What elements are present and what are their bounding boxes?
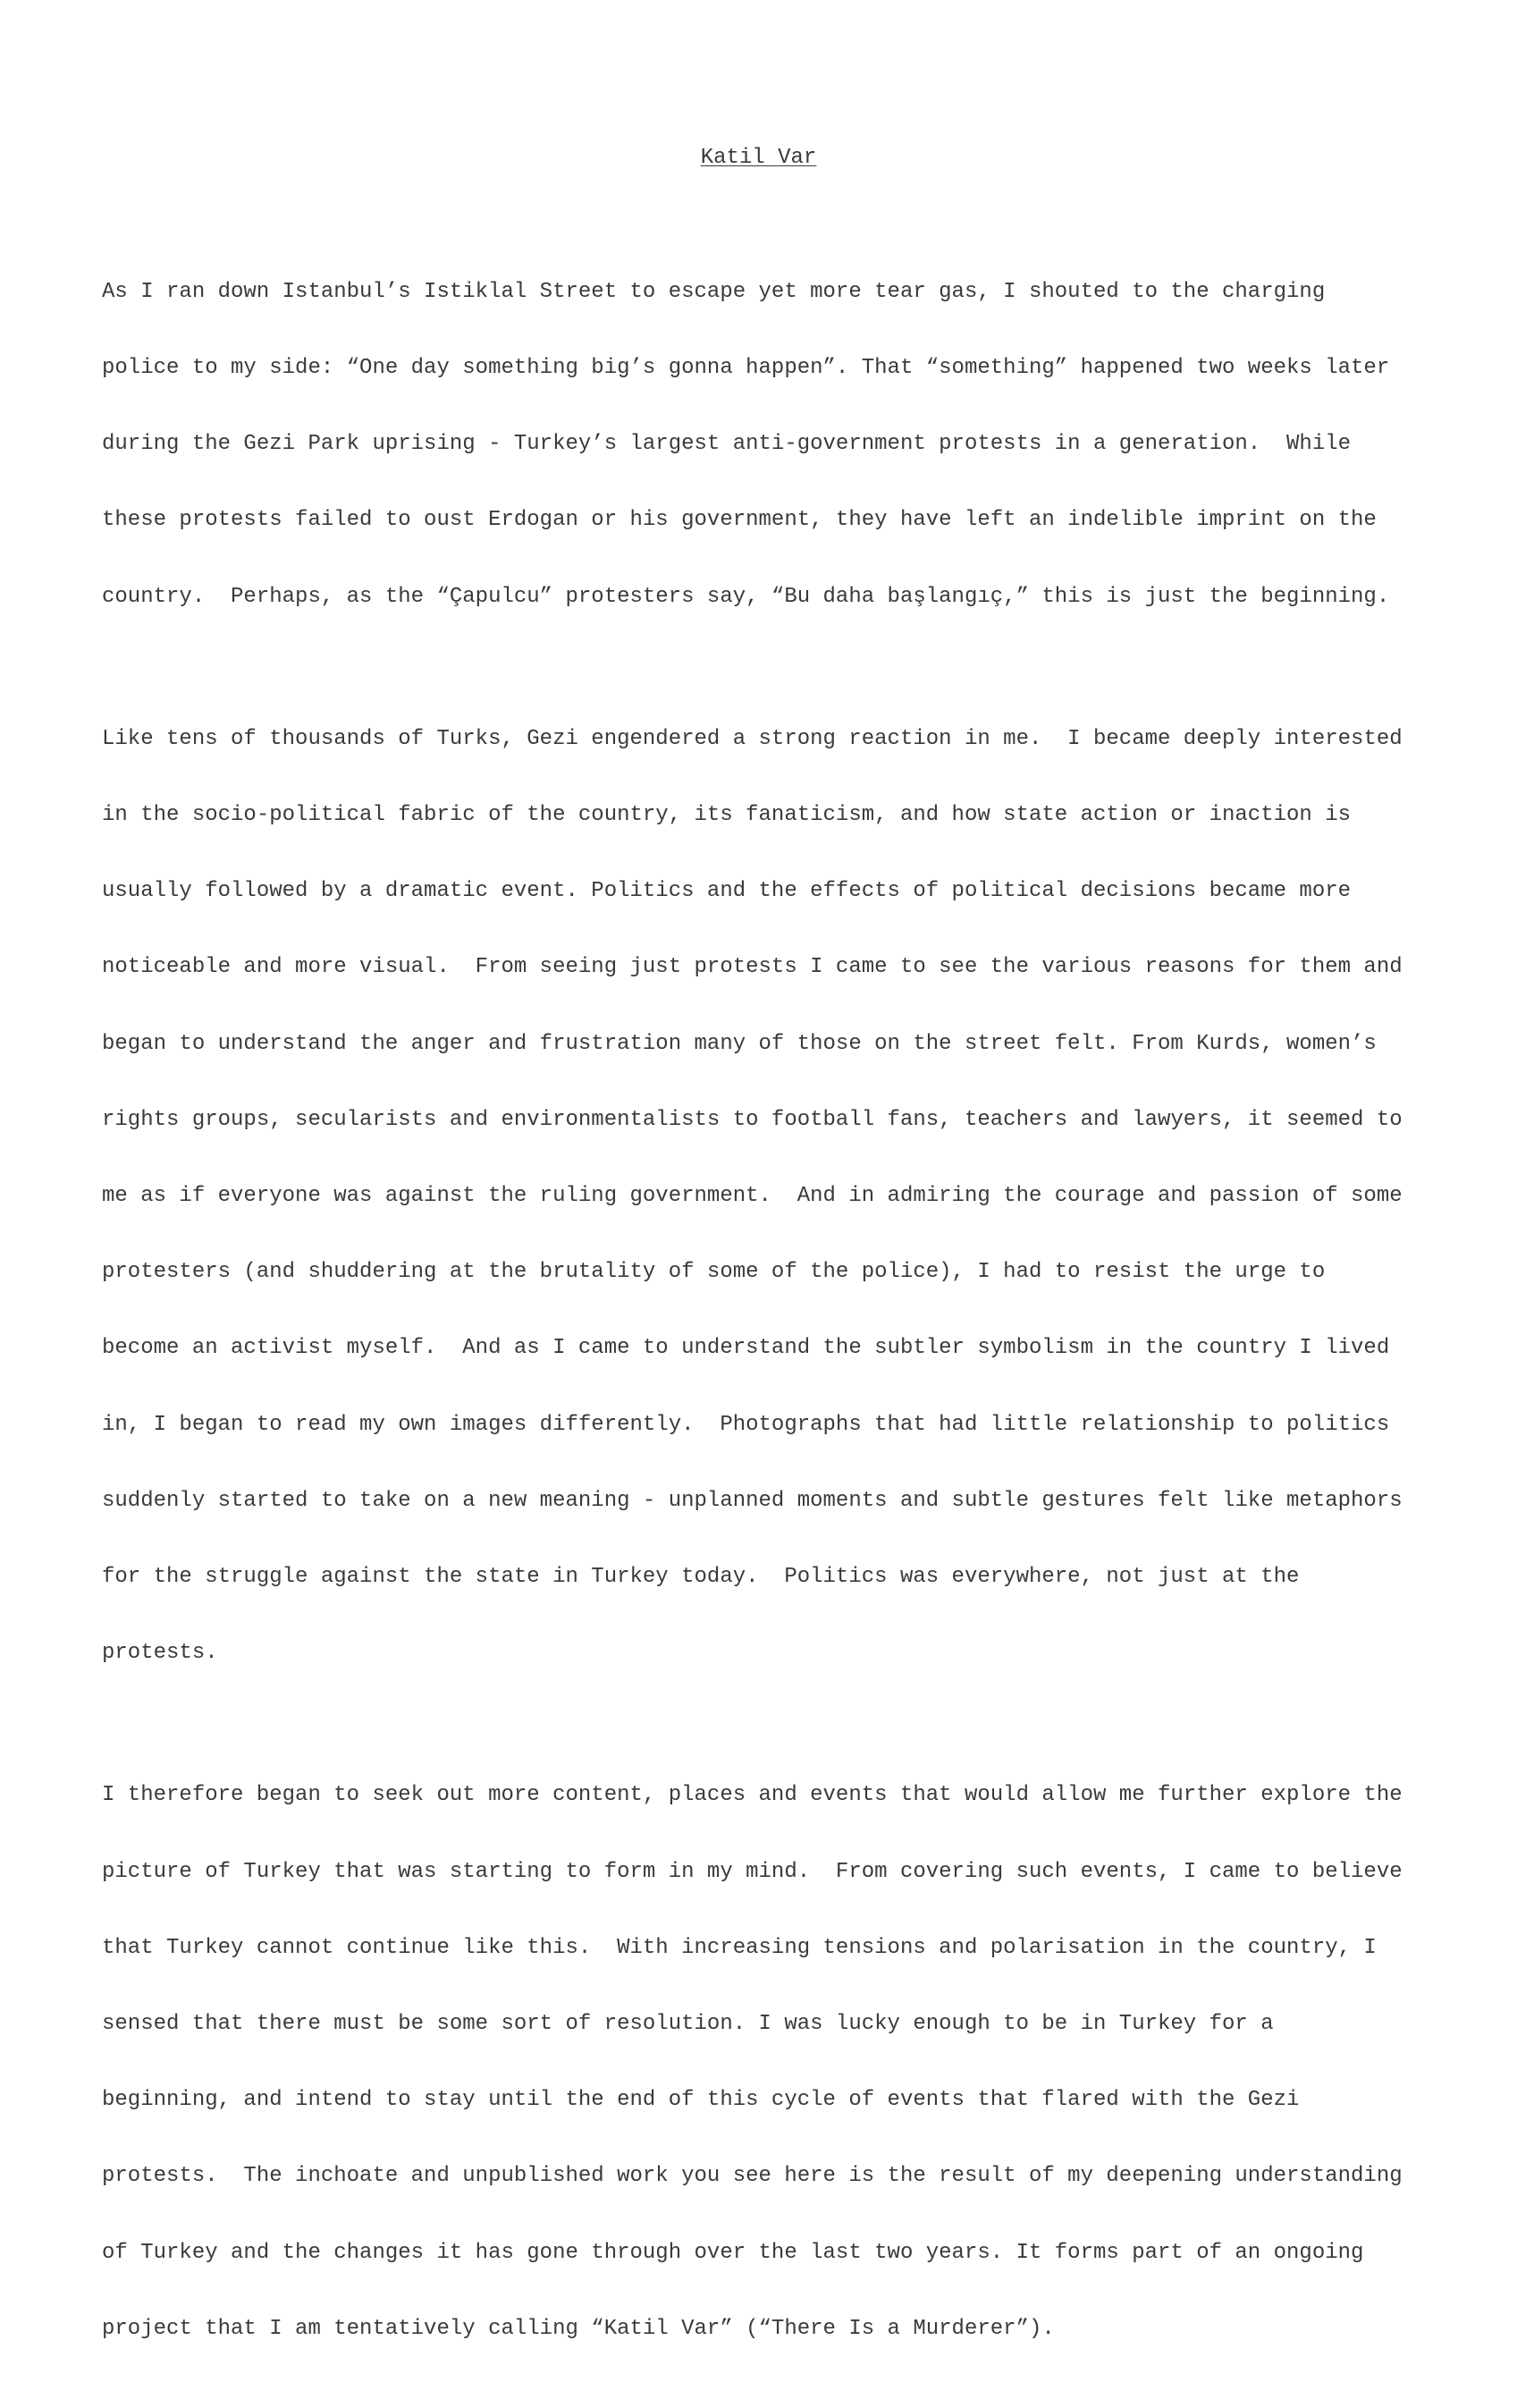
text-line: picture of Turkey that was starting to form in my mind. From covering such events, I came to believe [102,1859,1403,1884]
text-line: noticeable and more visual. From seeing just protests I came to see the various reasons for them and [102,955,1403,980]
text-line: country. Perhaps, as the “Çapulcu” protesters say, “Bu daha başlangıç,” this is just the beginning. [102,584,1390,609]
document-title [0,146,1517,171]
text-line: in, I began to read my own images differently. Photographs that had little relationship to politics [102,1412,1390,1437]
paragraph-3 [102,1733,1443,2394]
text-line: rights groups, secularists and environmentalists to football fans, teachers and lawyers, it seemed to [102,1107,1403,1132]
text-line: for the struggle against the state in Turkey today. Politics was everywhere, not just at the [102,1565,1300,1590]
text-line: suddenly started to take on a new meaning - unplanned moments and subtle gestures felt like metaphors [102,1488,1403,1513]
text-line: protests. [102,1641,218,1666]
text-line: during the Gezi Park uprising - Turkey’s largest anti-government protests in a generation. While [102,432,1352,457]
paragraph-2 [102,676,1443,1718]
text-line: in the socio-political fabric of the country, its fanaticism, and how state action or inaction is [102,802,1352,827]
text-line: As I ran down Istanbul’s Istiklal Street to escape yet more tear gas, I shouted to the charging [102,279,1326,304]
text-line: that Turkey cannot continue like this. With increasing tensions and polarisation in the country, I [102,1935,1377,1960]
text-line: sensed that there must be some sort of resolution. I was lucky enough to be in Turkey for a [102,2012,1274,2037]
paragraph-1 [102,229,1443,661]
document-body [102,229,1443,2408]
text-line: protesters (and shuddering at the brutality of some of the police), I had to resist the urge to [102,1260,1326,1285]
text-line: me as if everyone was against the ruling government. And in admiring the courage and passion of some [102,1184,1403,1209]
text-line: police to my side: “One day something big’s gonna happen”. That “something” happened two weeks later [102,356,1390,381]
text-line: beginning, and intend to stay until the end of this cycle of events that flared with the Gezi [102,2088,1300,2113]
text-line: began to understand the anger and frustration many of those on the street felt. From Kurds, women’s [102,1031,1377,1056]
text-line: usually followed by a dramatic event. Politics and the effects of political decisions became more [102,879,1352,904]
text-line: of Turkey and the changes it has gone through over the last two years. It forms part of an ongoing [102,2240,1364,2265]
title-text: Katil Var [700,146,817,170]
text-line: project that I am tentatively calling “Katil Var” (“There Is a Murderer”). [102,2316,1055,2341]
text-line: become an activist myself. And as I came to understand the subtler symbolism in the country I lived [102,1336,1390,1361]
text-line: Like tens of thousands of Turks, Gezi engendered a strong reaction in me. I became deeply interested [102,726,1403,751]
text-line: these protests failed to oust Erdogan or his government, they have left an indelible imprint on the [102,508,1377,533]
text-line: I therefore began to seek out more content, places and events that would allow me further explore the [102,1783,1403,1808]
text-line: protests. The inchoate and unpublished work you see here is the result of my deepening understanding [102,2164,1403,2189]
